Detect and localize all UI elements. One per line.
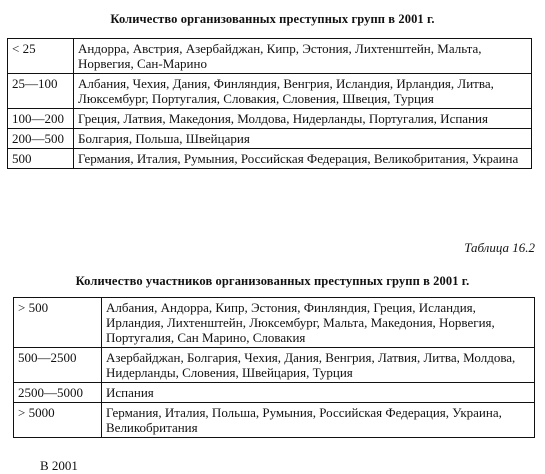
countries-cell: Германия, Италия, Польша, Румыния, Российская Федерация, Украина, Великобритания xyxy=(102,403,535,438)
countries-cell: Болгария, Польша, Швейцария xyxy=(74,129,532,149)
table-group-members xyxy=(13,297,535,438)
countries-cell: Азербайджан, Болгария, Чехия, Дания, Венгрия, Латвия, Литва, Молдова, Нидерланды, Словения, Швейцария, Турция xyxy=(102,348,535,383)
cut-off-text-line: В 2001 xyxy=(40,458,78,473)
range-cell: 100—200 xyxy=(8,109,74,129)
table-organized-groups xyxy=(7,38,532,169)
range-cell: 500 xyxy=(8,149,74,169)
table-row xyxy=(14,298,535,348)
table-row xyxy=(14,348,535,383)
table-row xyxy=(8,109,532,129)
range-cell: 200—500 xyxy=(8,129,74,149)
table-row xyxy=(8,149,532,169)
table-row xyxy=(14,403,535,438)
countries-cell: Албания, Чехия, Дания, Финляндия, Венгрия, Исландия, Ирландия, Литва, Люксембург, Португалия, Словакия, Словения, Швеция, Турция xyxy=(74,74,532,109)
table-row xyxy=(8,39,532,74)
range-cell: 500—2500 xyxy=(14,348,102,383)
table-row xyxy=(8,74,532,109)
range-cell: 25—100 xyxy=(8,74,74,109)
countries-cell: Андорра, Австрия, Азербайджан, Кипр, Эстония, Лихтенштейн, Мальта, Норвегия, Сан-Марино xyxy=(74,39,532,74)
range-cell: 2500—5000 xyxy=(14,383,102,403)
table-1-title: Количество организованных преступных групп в 2001 г. xyxy=(110,12,435,26)
range-cell: > 500 xyxy=(14,298,102,348)
countries-cell: Греция, Латвия, Македония, Молдова, Нидерланды, Португалия, Испания xyxy=(74,109,532,129)
range-cell: > 5000 xyxy=(14,403,102,438)
table-2-title: Количество участников организованных преступных групп в 2001 г. xyxy=(75,274,470,288)
table-number-label: Таблица 16.2 xyxy=(464,240,535,255)
countries-cell: Албания, Андорра, Кипр, Эстония, Финляндия, Греция, Исландия, Ирландия, Лихтенштейн, Люксембург, Мальта, Македония, Норвегия, Португалия, Сан Марино, Словакия xyxy=(102,298,535,348)
table-row xyxy=(14,383,535,403)
table-row xyxy=(8,129,532,149)
countries-cell: Германия, Италия, Румыния, Российская Федерация, Великобритания, Украина xyxy=(74,149,532,169)
countries-cell: Испания xyxy=(102,383,535,403)
range-cell: < 25 xyxy=(8,39,74,74)
